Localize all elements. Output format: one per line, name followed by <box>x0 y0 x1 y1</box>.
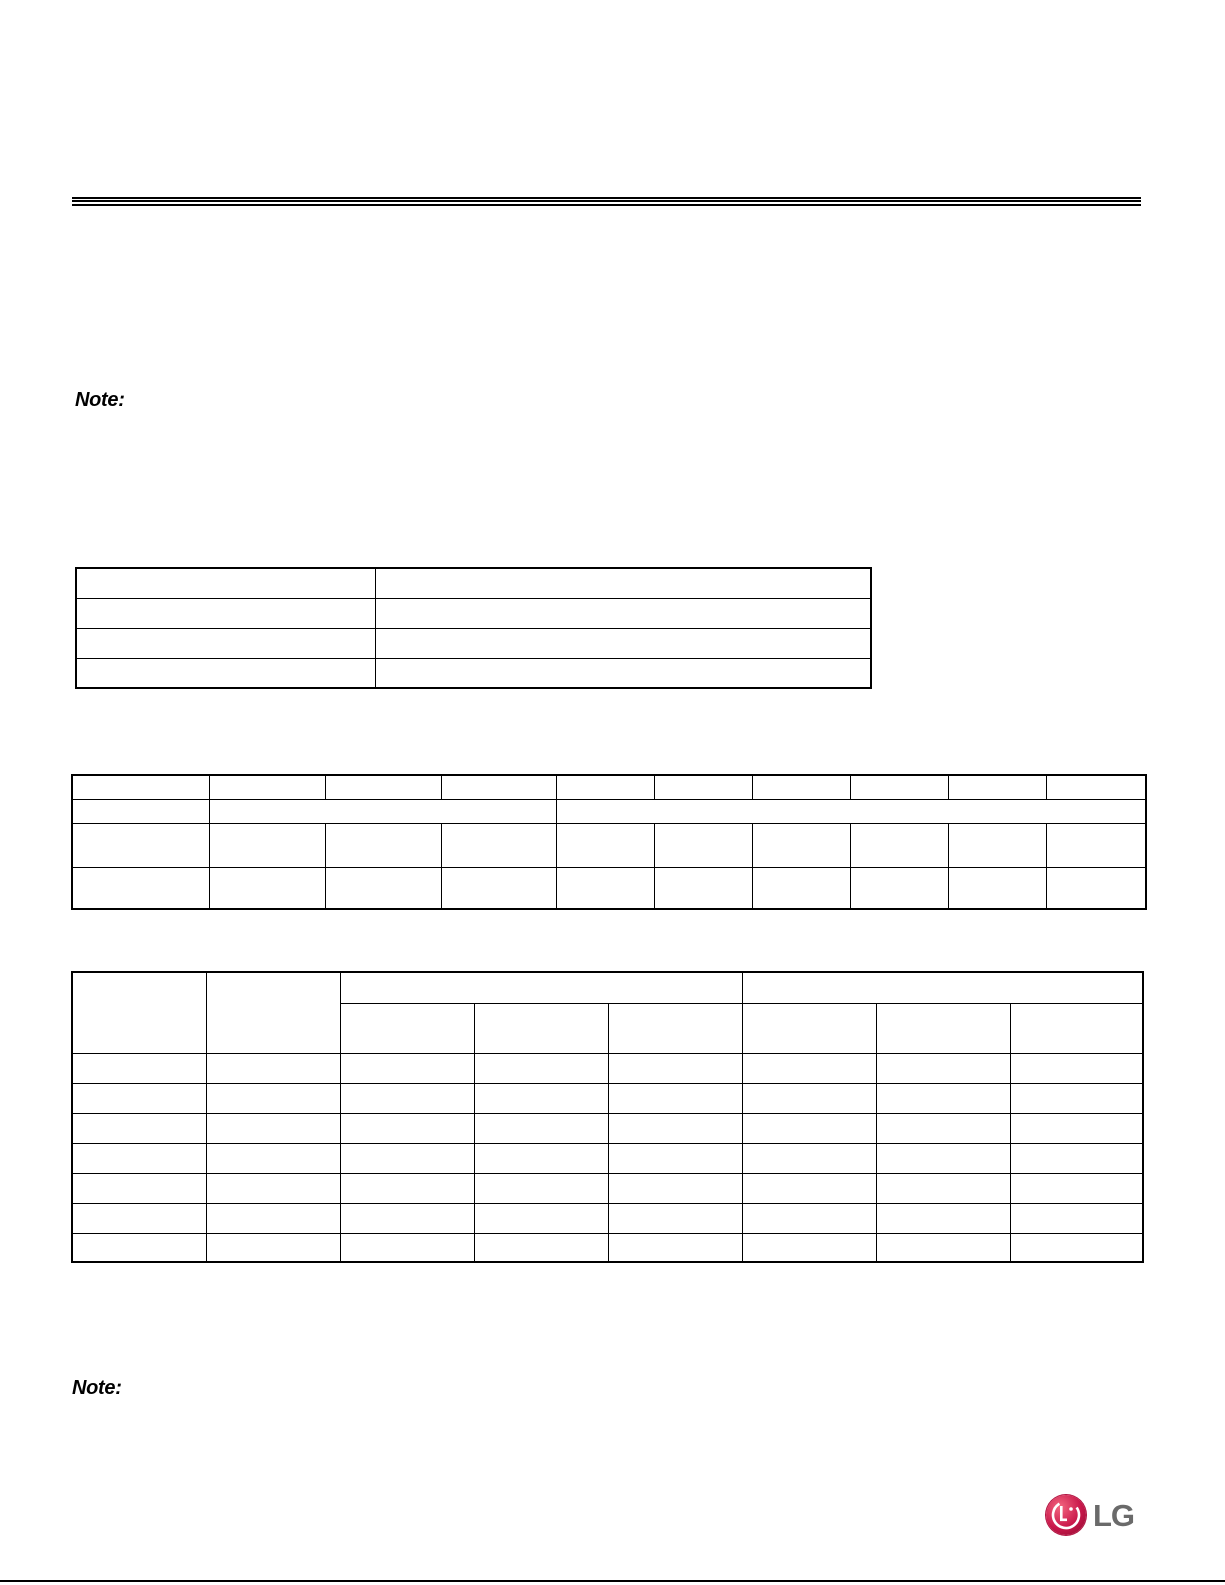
table-header-row <box>72 972 1143 1003</box>
table-cell <box>72 1233 206 1262</box>
table-cell <box>876 1053 1010 1083</box>
table-row <box>72 1173 1143 1203</box>
table-cell <box>556 799 1146 823</box>
table-cell <box>76 658 375 688</box>
table-cell <box>876 1233 1010 1262</box>
table-cell <box>340 1053 474 1083</box>
table-cell <box>876 1083 1010 1113</box>
table-cell <box>850 775 948 799</box>
table-cell <box>441 775 556 799</box>
note-label: Note: <box>75 389 125 411</box>
table-cell <box>742 1113 876 1143</box>
table-cell <box>608 1143 742 1173</box>
table-cell <box>441 867 556 909</box>
table-cell <box>375 598 871 628</box>
table-cell <box>375 628 871 658</box>
table-cell <box>206 1053 340 1083</box>
table-row <box>72 1083 1143 1113</box>
table-cell <box>474 1233 608 1262</box>
table-cell <box>1010 1053 1143 1083</box>
table-cell <box>72 1203 206 1233</box>
table-row <box>76 658 871 688</box>
table-cell <box>556 823 654 867</box>
table-cell <box>72 1143 206 1173</box>
table-cell <box>72 1053 206 1083</box>
table-cell <box>608 1053 742 1083</box>
lg-logo-text: LG <box>1093 1498 1135 1533</box>
table-cell <box>72 799 209 823</box>
table-cell <box>742 1203 876 1233</box>
table-cell <box>340 1173 474 1203</box>
table-row <box>76 598 871 628</box>
table-cell <box>1010 1203 1143 1233</box>
table-cell <box>72 1173 206 1203</box>
table-cell <box>72 1083 206 1113</box>
table-cell <box>1046 867 1146 909</box>
table-cell <box>206 1143 340 1173</box>
table-header-cell <box>876 1003 1010 1053</box>
table-cell <box>441 823 556 867</box>
table-cell <box>474 1083 608 1113</box>
table-cell <box>1010 1113 1143 1143</box>
table-cell <box>742 1053 876 1083</box>
table-cell <box>876 1143 1010 1173</box>
table-cell <box>1010 1083 1143 1113</box>
table-row <box>72 1233 1143 1262</box>
table-cell <box>876 1113 1010 1143</box>
table-cell <box>876 1173 1010 1203</box>
table-row <box>72 799 1146 823</box>
table-cell <box>1010 1143 1143 1173</box>
table-cell <box>76 598 375 628</box>
table-cell <box>742 1083 876 1113</box>
table-cell <box>474 1203 608 1233</box>
table-cell <box>72 775 209 799</box>
table-cell <box>948 823 1046 867</box>
table-header-cell <box>72 972 206 1053</box>
table-row <box>72 1113 1143 1143</box>
table-cell <box>206 1203 340 1233</box>
table-cell <box>742 1173 876 1203</box>
table-cell <box>850 823 948 867</box>
table-cell <box>1046 775 1146 799</box>
table-cell <box>209 823 325 867</box>
table-cell <box>742 1233 876 1262</box>
table-header-cell <box>206 972 340 1053</box>
footer-rule <box>0 1580 1225 1582</box>
table-cell <box>206 1173 340 1203</box>
header-rule <box>72 197 1141 207</box>
table-cell <box>608 1173 742 1203</box>
table-cell <box>72 823 209 867</box>
table-cell <box>340 1113 474 1143</box>
header-rule-line <box>72 204 1141 206</box>
table-cell <box>608 1113 742 1143</box>
table-row <box>72 1143 1143 1173</box>
table-cell <box>1010 1233 1143 1262</box>
table-cell <box>948 775 1046 799</box>
table-header-cell <box>608 1003 742 1053</box>
table-cell <box>209 775 325 799</box>
table-header-cell <box>742 972 1143 1003</box>
table-cell <box>76 628 375 658</box>
table-cell <box>72 867 209 909</box>
table-cell <box>325 867 441 909</box>
table-cell <box>340 1083 474 1113</box>
table-cell <box>206 1233 340 1262</box>
spec-table-3 <box>71 971 1144 1263</box>
table-cell <box>474 1113 608 1143</box>
table-cell <box>608 1233 742 1262</box>
table-header-cell <box>742 1003 876 1053</box>
table-cell <box>375 658 871 688</box>
table-cell <box>206 1113 340 1143</box>
table-cell <box>72 1113 206 1143</box>
table-row <box>76 568 871 598</box>
table-cell <box>948 867 1046 909</box>
table-cell <box>340 1203 474 1233</box>
header-rule-line <box>72 200 1141 202</box>
table-row <box>72 867 1146 909</box>
table-cell <box>850 867 948 909</box>
table-cell <box>325 775 441 799</box>
table-cell <box>340 1143 474 1173</box>
table-cell <box>325 823 441 867</box>
table-cell <box>474 1053 608 1083</box>
note-label: Note: <box>72 1377 122 1399</box>
lg-logo <box>1046 1495 1138 1537</box>
table-cell <box>474 1143 608 1173</box>
table-cell <box>1010 1173 1143 1203</box>
table-cell <box>752 867 850 909</box>
table-header-cell <box>340 972 742 1003</box>
table-cell <box>608 1203 742 1233</box>
table-cell <box>654 823 752 867</box>
table-header-cell <box>1010 1003 1143 1053</box>
spec-table-2 <box>71 774 1147 910</box>
table-cell <box>556 775 654 799</box>
table-cell <box>876 1203 1010 1233</box>
table-cell <box>209 799 556 823</box>
table-row <box>72 1203 1143 1233</box>
table-row <box>76 628 871 658</box>
table-cell <box>340 1233 474 1262</box>
table-cell <box>206 1083 340 1113</box>
table-cell <box>474 1173 608 1203</box>
table-row <box>72 823 1146 867</box>
table-cell <box>375 568 871 598</box>
table-row <box>72 1053 1143 1083</box>
spec-table-1 <box>75 567 872 689</box>
table-cell <box>608 1083 742 1113</box>
table-cell <box>76 568 375 598</box>
lg-logo-icon <box>1046 1495 1086 1535</box>
table-header-cell <box>474 1003 608 1053</box>
table-cell <box>1046 823 1146 867</box>
table-cell <box>752 775 850 799</box>
header-rule-line <box>72 197 1141 199</box>
table-cell <box>209 867 325 909</box>
table-row <box>72 775 1146 799</box>
table-cell <box>742 1143 876 1173</box>
table-cell <box>752 823 850 867</box>
table-cell <box>556 867 654 909</box>
table-cell <box>654 775 752 799</box>
table-cell <box>654 867 752 909</box>
table-header-cell <box>340 1003 474 1053</box>
